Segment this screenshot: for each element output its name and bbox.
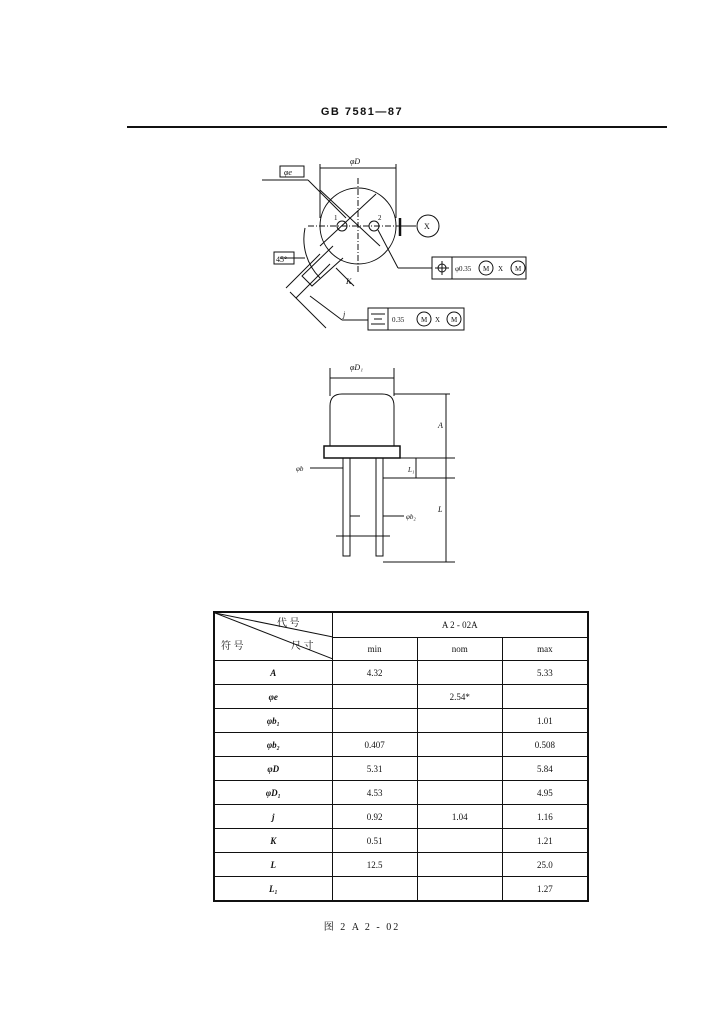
label-l1: L₁ <box>408 466 415 474</box>
symmetry-frame <box>368 308 464 330</box>
table-row <box>214 805 588 829</box>
row-symbol: φb₂ <box>214 733 332 757</box>
label-k: K <box>346 277 352 286</box>
label-pin2: 2 <box>378 214 382 222</box>
label-phi-b2: φb₂ <box>406 513 416 521</box>
label-j: j <box>343 310 346 319</box>
label-phi-e: φe <box>284 168 292 177</box>
row-max: 5.33 <box>502 661 588 685</box>
symmetry-frame-m1: M <box>421 316 428 324</box>
label-phi-d1: φD₁ <box>350 363 363 372</box>
symmetry-frame-x: X <box>435 316 441 324</box>
row-min: 4.32 <box>332 661 417 685</box>
row-nom: 2.54* <box>417 685 502 709</box>
position-frame-m1: M <box>483 265 490 273</box>
table-header-row <box>214 612 588 638</box>
corner-diagonals <box>215 613 333 659</box>
label-a: A <box>438 421 443 430</box>
can-body <box>330 394 394 446</box>
row-max: 1.16 <box>502 805 588 829</box>
row-symbol: φD <box>214 757 332 781</box>
symmetry-frame-value: 0.35 <box>392 316 405 324</box>
row-min: 5.31 <box>332 757 417 781</box>
label-l: L <box>438 505 443 514</box>
row-nom <box>417 709 502 733</box>
table-row <box>214 853 588 877</box>
row-max: 1.01 <box>502 709 588 733</box>
row-max: 1.21 <box>502 829 588 853</box>
table-row <box>214 685 588 709</box>
header-dim-label: 尺 寸 <box>291 641 314 652</box>
table-row <box>214 877 588 902</box>
row-symbol: L <box>214 853 332 877</box>
table-row <box>214 781 588 805</box>
table-corner-cell <box>214 612 332 661</box>
row-symbol: φb₁ <box>214 709 332 733</box>
row-min: 0.407 <box>332 733 417 757</box>
row-symbol: j <box>214 805 332 829</box>
row-min: 4.53 <box>332 781 417 805</box>
row-min <box>332 877 417 902</box>
header-code-label: 代 号 <box>277 618 300 629</box>
package-code-header: A 2 - 02A <box>332 612 588 638</box>
row-nom <box>417 661 502 685</box>
table-row <box>214 757 588 781</box>
row-max <box>502 685 588 709</box>
table-row <box>214 829 588 853</box>
label-pin1: 1 <box>334 214 338 222</box>
col-max-header: max <box>502 638 588 661</box>
side-view-drawing <box>290 356 470 576</box>
header-symbol-label: 符 号 <box>221 641 244 652</box>
page-header-title: GB 7581—87 <box>320 106 404 118</box>
label-phi-b: φb <box>296 465 304 473</box>
header-rule <box>127 126 667 128</box>
row-nom <box>417 853 502 877</box>
row-symbol: L₁ <box>214 877 332 902</box>
row-symbol: φD₁ <box>214 781 332 805</box>
row-min <box>332 709 417 733</box>
row-min <box>332 685 417 709</box>
flange <box>324 446 400 458</box>
row-max: 0.508 <box>502 733 588 757</box>
label-phi-d: φD <box>350 157 361 166</box>
row-symbol: A <box>214 661 332 685</box>
row-nom <box>417 829 502 853</box>
position-frame-value: φ0.35 <box>455 265 472 273</box>
top-view-drawing <box>250 148 540 338</box>
position-frame-x: X <box>498 265 504 273</box>
row-nom <box>417 781 502 805</box>
row-min: 0.51 <box>332 829 417 853</box>
row-max: 4.95 <box>502 781 588 805</box>
table-row <box>214 733 588 757</box>
row-min: 0.92 <box>332 805 417 829</box>
row-max: 1.27 <box>502 877 588 902</box>
row-max: 5.84 <box>502 757 588 781</box>
row-nom <box>417 733 502 757</box>
symmetry-frame-m2: M <box>451 316 458 324</box>
table-row <box>214 709 588 733</box>
label-datum-x: X <box>424 222 430 231</box>
col-nom-header: nom <box>417 638 502 661</box>
position-frame-m2: M <box>515 265 522 273</box>
row-max: 25.0 <box>502 853 588 877</box>
label-angle: 45° <box>276 255 288 264</box>
col-min-header: min <box>332 638 417 661</box>
lead-left <box>343 458 350 556</box>
row-nom <box>417 877 502 902</box>
row-nom <box>417 757 502 781</box>
row-nom: 1.04 <box>417 805 502 829</box>
table-row <box>214 661 588 685</box>
figure-caption: 图 2 A 2 - 02 <box>323 922 401 933</box>
row-symbol: K <box>214 829 332 853</box>
dimension-table <box>213 611 589 902</box>
row-symbol: φe <box>214 685 332 709</box>
lead-right <box>376 458 383 556</box>
row-min: 12.5 <box>332 853 417 877</box>
